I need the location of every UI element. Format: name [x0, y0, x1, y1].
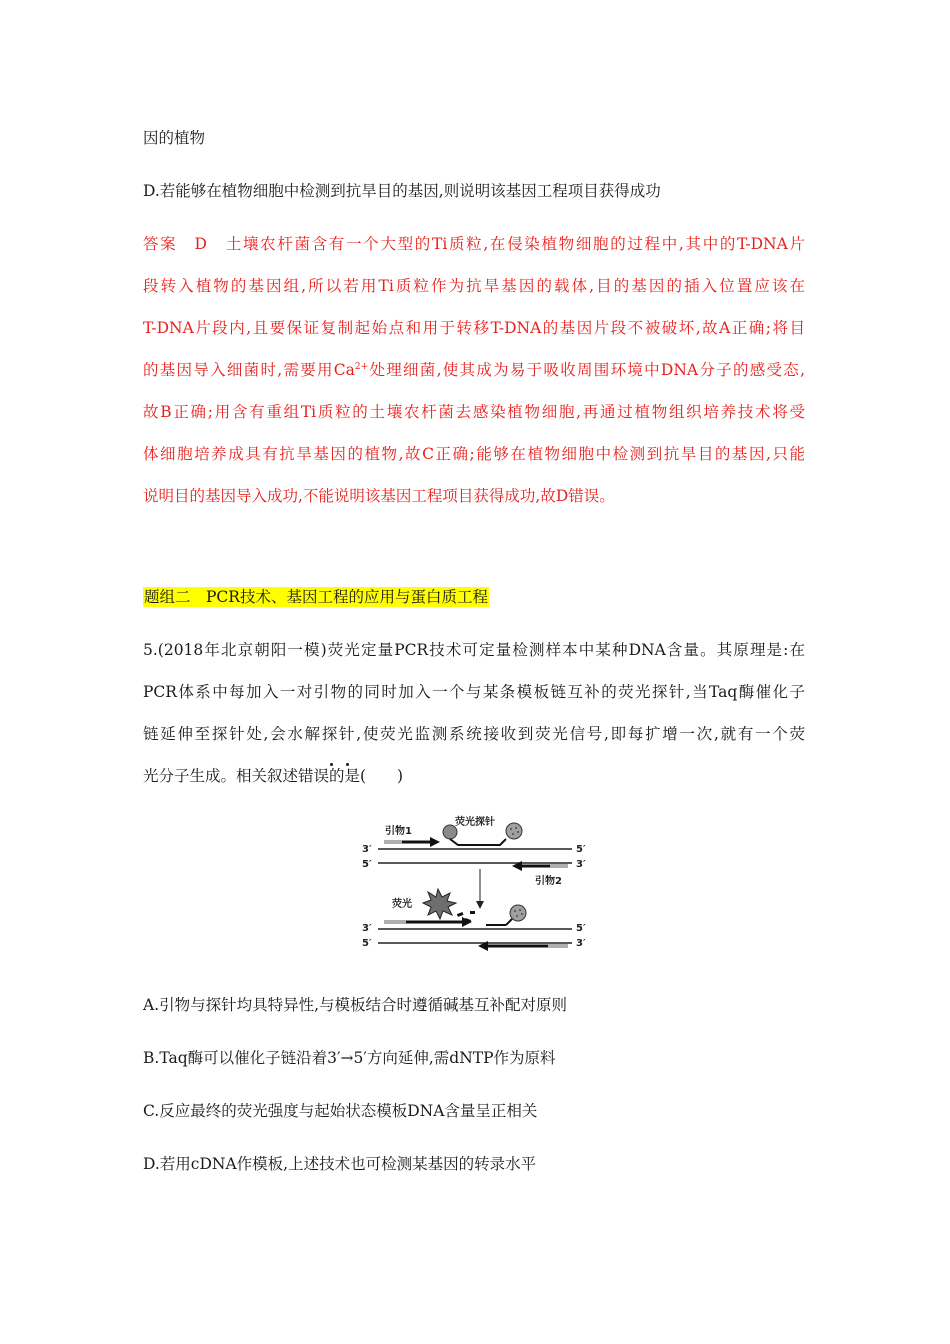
question-line: 链延伸至探针处,会水解探针,使荧光监测系统接收到荧光信号,即每扩增一次,就有一个荧	[143, 725, 805, 743]
option-b: B.Taq酶可以催化子链沿着3′→5′方向延伸,需dNTP作为原料	[143, 1049, 556, 1067]
arrowhead-icon	[476, 901, 484, 909]
text-line: 因的植物	[143, 129, 206, 147]
answer-line: 段转入植物的基因组,所以若用Ti质粒作为抗旱基因的载体,目的基因的插入位置应该在	[143, 277, 805, 295]
option-d-prev: D.若能够在植物细胞中检测到抗旱目的基因,则说明该基因工程项目获得成功	[143, 182, 661, 200]
primer1-segment	[384, 920, 406, 924]
section-heading	[143, 587, 489, 607]
pcr-probe-diagram	[350, 805, 610, 970]
end-label: 3′	[362, 923, 372, 934]
superscript: 2+	[354, 361, 369, 372]
answer-line: 体细胞培养成具有抗旱基因的植物,故C正确;能够在植物细胞中检测到抗旱目的基因,只能	[143, 445, 805, 463]
arrowhead-icon	[462, 917, 472, 927]
question-line: PCR体系中每加入一对引物的同时加入一个与某条模板链互补的荧光探针,当Taq酶催化子	[143, 683, 805, 701]
answer-text: 处理细菌,使其成为易于吸收周围环境中DNA分子的感受态,	[368, 361, 805, 379]
end-label: 5′	[362, 938, 372, 949]
end-label: 5′	[576, 923, 586, 934]
answer-line: 答案 D 土壤农杆菌含有一个大型的Ti质粒,在侵染植物细胞的过程中,其中的T-DNA片	[143, 235, 805, 253]
end-label: 3′	[362, 844, 372, 855]
probe-strand	[450, 839, 506, 845]
label-primer1: 引物1	[385, 826, 412, 837]
answer-text: 的基因导入细菌时,需要用Ca	[143, 361, 355, 379]
question-line: 5.(2018年北京朝阳一模)荧光定量PCR技术可定量检测样本中某种DNA含量。其原理是:在	[143, 641, 805, 659]
question-line: 光分子生成。相关叙述错误的是( )	[143, 767, 404, 785]
end-label: 5′	[362, 859, 372, 870]
answer-line	[143, 360, 805, 380]
primer2-segment	[550, 864, 568, 868]
fluorophore-icon	[510, 905, 526, 921]
option-d: D.若用cDNA作模板,上述技术也可检测某基因的转录水平	[143, 1155, 537, 1173]
end-label: 5′	[576, 844, 586, 855]
answer-line: 故B正确;用含有重组Ti质粒的土壤农杆菌去感染植物细胞,再通过植物组织培养技术将受	[143, 403, 805, 421]
answer-line: T-DNA片段内,且要保证复制起始点和用于转移T-DNA的基因片段不被破坏,故A正确;将目	[143, 319, 805, 337]
primer2-segment	[548, 944, 568, 948]
probe-fragment	[457, 912, 464, 917]
arrowhead-icon	[430, 837, 440, 847]
label-fluorescence: 荧光	[392, 899, 412, 910]
option-a: A.引物与探针均具特异性,与模板结合时遵循碱基互补配对原则	[143, 996, 568, 1014]
label-probe: 荧光探针	[455, 817, 495, 828]
section-heading-text: 题组二 PCR技术、基因工程的应用与蛋白质工程	[144, 588, 488, 606]
primer1-segment	[384, 840, 402, 844]
option-c: C.反应最终的荧光强度与起始状态模板DNA含量呈正相关	[143, 1102, 538, 1120]
probe-fragment	[470, 911, 475, 914]
label-primer2: 引物2	[535, 876, 562, 887]
end-label: 3′	[576, 938, 586, 949]
emphasis-dot	[330, 763, 333, 766]
emphasis-dot	[346, 763, 349, 766]
fluorescence-burst-icon	[423, 889, 456, 919]
answer-line: 说明目的基因导入成功,不能说明该基因工程项目获得成功,故D错误。	[143, 487, 615, 505]
fluorophore-icon	[506, 823, 522, 839]
end-label: 3′	[576, 859, 586, 870]
quencher-icon	[443, 825, 457, 839]
